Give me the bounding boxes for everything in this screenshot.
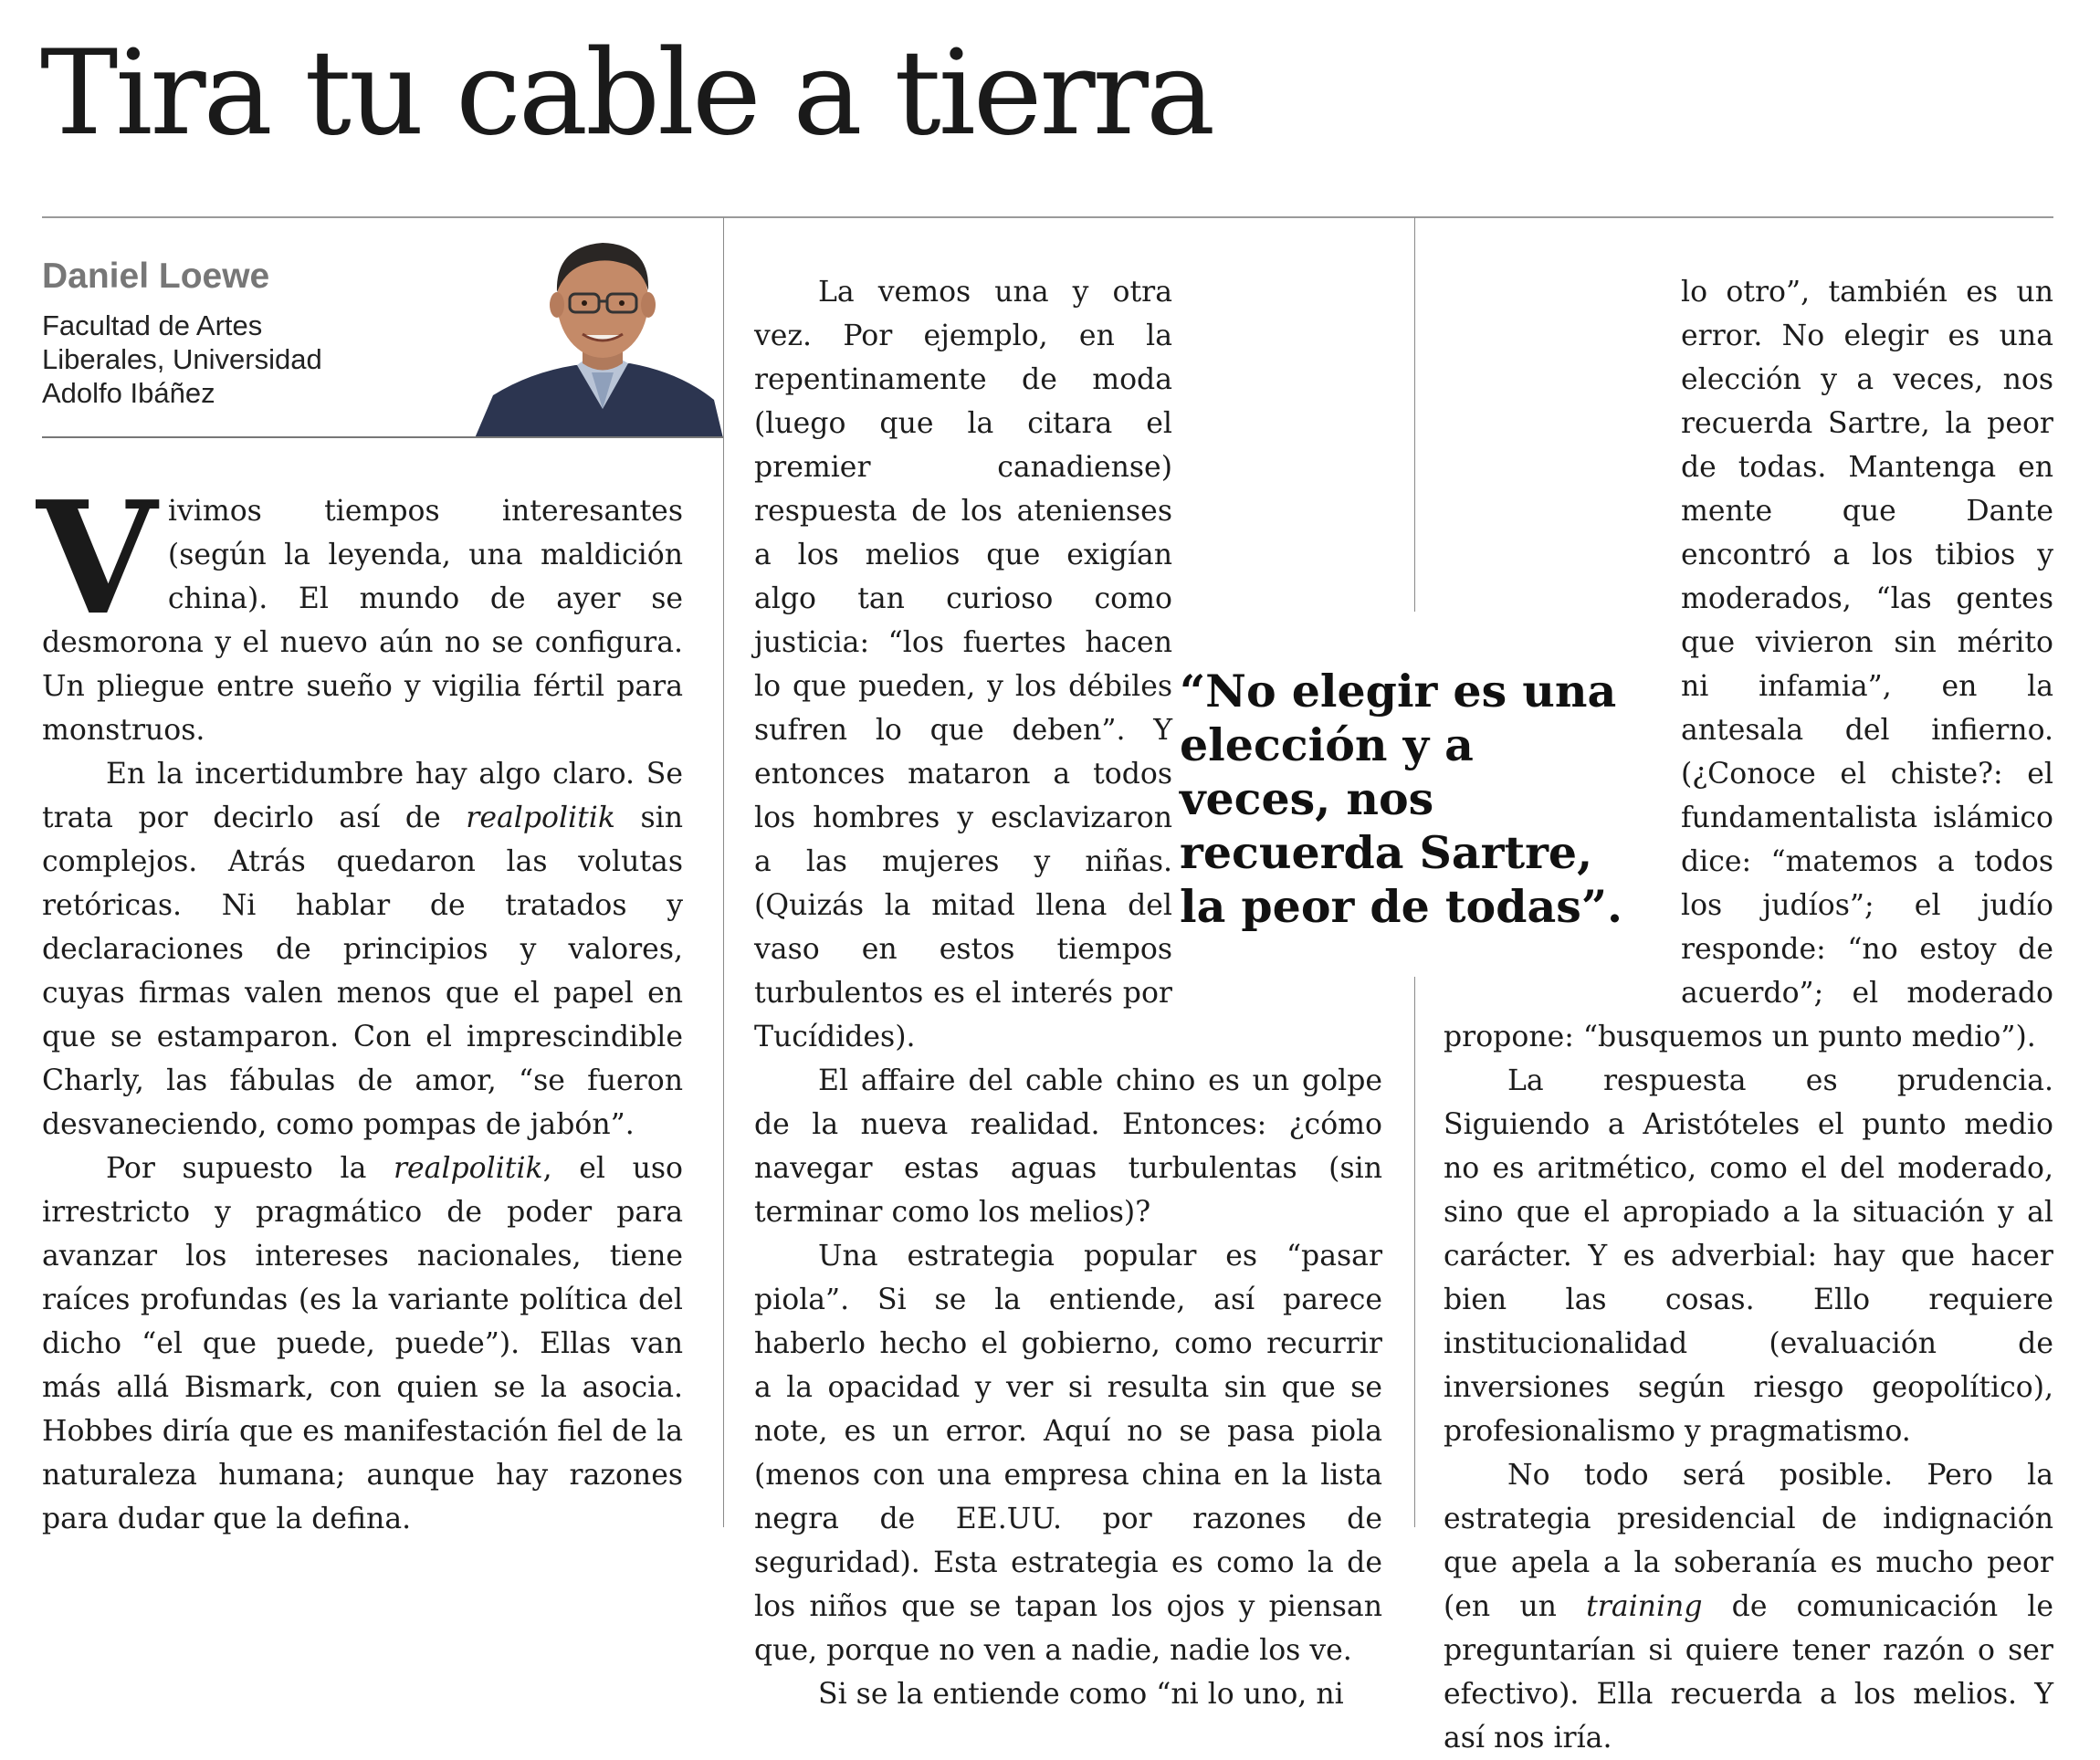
- column-divider: [1414, 977, 1415, 1527]
- paragraph: La vemos una y otra vez. Por ejemplo, en la repentinamente de moda (luego que la citara el premier canadiense) respuesta de los atenienses a los melios que exigían algo tan curioso como justicia: “los fuertes hacen lo que pueden, y los débiles sufren lo que deben”. Y entonces mataron a todos los hombres y esclavizaron a las mujeres y niñas. (Quizás la mitad llena del vaso en estos tiempos turbulentos es el interés por Tucídides).: [754, 270, 1382, 1059]
- paragraph: No todo será posible. Pero la estrategia presidencial de indignación que apela a la soberanía es mucho peor (en un training de comunicación le preguntarían si quiere tener razón o ser efectivo). Ella recuerda a los melios. Y así nos iría.: [1444, 1459, 2053, 1755]
- paragraph: lo otro”, también es un error. No elegir es una elección y a veces, nos recuerda Sartre, la peor de todas. Mantenga en mente que Dante encontró a los tibios y moderados, “las gentes que vivieron sin mérito ni infamia”, en la antesala del infierno. (¿Conoce el chiste?: el fundamentalista islámico dice: “matemos a todos los judíos”; el judío responde: “no estoy de acuerdo”; el moderado propone: “busquemos un punto medio”).: [1444, 276, 2053, 1053]
- paragraph: El affaire del cable chino es un golpe de la nueva realidad. Entonces: ¿cómo navegar estas aguas turbulentas (sin terminar como los melios)?: [754, 1064, 1382, 1229]
- top-rule: [42, 216, 2053, 218]
- paragraph: La respuesta es prudencia. Siguiendo a Aristóteles el punto medio no es aritmético, como el del moderado, sino que el apropiado a la situación y al carácter. Y es adverbial: hay que hacer bien las cosas. Ello requiere institucionalidad (evaluación de inversiones según riesgo geopolítico), profesionalismo y pragmatismo.: [1444, 1064, 2053, 1448]
- headline: Tira tu cable a tierra: [40, 26, 1213, 162]
- affiliation-line: Facultad de Artes: [42, 309, 263, 341]
- paragraph: En la incertidumbre hay algo claro. Se trata por decirlo así de realpolitik sin complejos. Atrás quedaron las volutas retóricas. Ni hablar de tratados y declaraciones de principios y valores, cuyas firmas valen menos que el papel en que se estamparon. Con el imprescindible Charly, las fábulas de amor, “se fueron desvaneciendo, como pompas de jabón”.: [42, 758, 683, 1141]
- article-column-3: [1444, 270, 2053, 1760]
- drop-cap: V: [37, 467, 157, 650]
- byline: [42, 256, 535, 410]
- author-affiliation: [42, 309, 535, 410]
- paragraph: Una estrategia popular es “pasar piola”. Si se la entiende, así parece haberlo hecho el gobierno, como recurrir a la opacidad y ver si resulta sin que se note, es un error. Aquí no se pasa piola (menos con una empresa china en la lista negra de EE.UU. por razones de seguridad). Esta estrategia es como la de los niños que se tapan los ojos y piensan que, porque no ven a nadie, nadie los ve.: [754, 1240, 1382, 1667]
- paragraph: Vivimos tiempos interesantes (según la leyenda, una maldición china). El mundo de ayer se desmorona y el nuevo aún no se configura. Un pliegue entre sueño y vigilia fértil para monstruos.: [37, 467, 683, 747]
- pullquote: “No elegir es una elección y a veces, nos recuerda Sartre, la peor de todas”.: [1180, 665, 1623, 933]
- article-column-2: [754, 270, 1382, 1716]
- affiliation-line: Liberales, Universidad: [42, 343, 322, 375]
- column-divider: [723, 217, 724, 1527]
- article-column-1: [37, 467, 683, 1541]
- column-divider: [1414, 217, 1415, 612]
- paragraph: Si se la entiende como “ni lo uno, ni: [818, 1678, 1344, 1711]
- author-name: Daniel Loewe: [42, 257, 270, 296]
- byline-rule: [42, 436, 723, 438]
- paragraph: Por supuesto la realpolitik, el uso irrestricto y pragmático de poder para avanzar los intereses nacionales, tiene raíces profundas (es la variante política del dicho “el que puede, puede”). Ellas van más allá Bismark, con quien se la asocia. Hobbes diría que es manifestación fiel de la naturaleza humana; aunque hay razones para dudar que la defina.: [42, 1152, 683, 1535]
- author-portrait: [475, 226, 723, 438]
- affiliation-line: Adolfo Ibáñez: [42, 377, 215, 409]
